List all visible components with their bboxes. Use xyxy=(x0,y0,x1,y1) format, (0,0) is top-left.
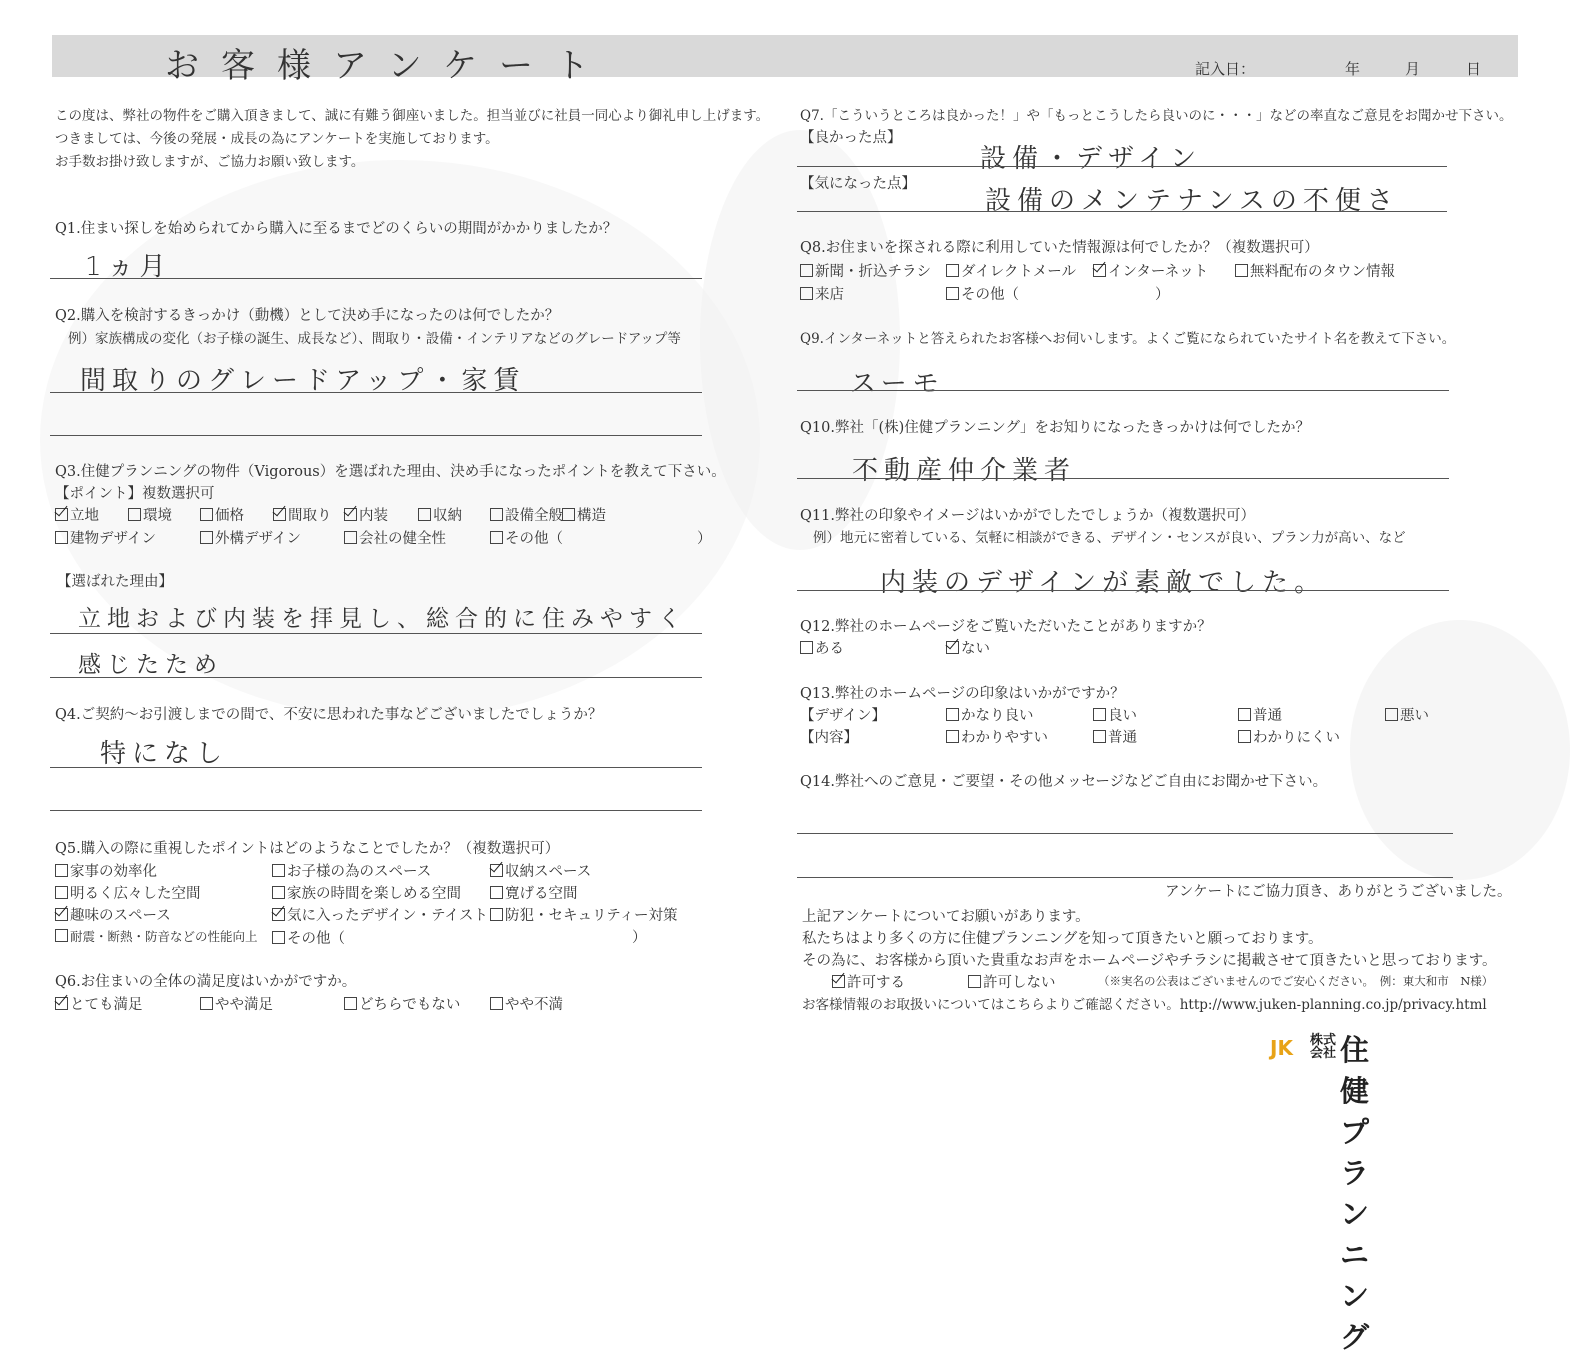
q4-line-2 xyxy=(50,810,702,811)
checkbox-icon[interactable] xyxy=(490,997,503,1010)
checkbox-icon[interactable] xyxy=(55,908,68,921)
checkbox-icon[interactable] xyxy=(55,531,68,544)
q13-design-option[interactable] xyxy=(1385,704,1429,725)
q4-text: Q4.ご契約～お引渡しまでの間で、不安に思われた事などございましたでしょうか？ xyxy=(55,707,603,723)
q9-line xyxy=(797,390,1449,391)
checkbox-icon[interactable] xyxy=(490,864,503,877)
q12-option-label: ある xyxy=(815,641,844,657)
checkbox-icon[interactable] xyxy=(200,997,213,1010)
checkbox-icon[interactable] xyxy=(344,531,357,544)
page-title: お客様アンケート xyxy=(165,46,611,86)
checkbox-icon[interactable] xyxy=(490,531,503,544)
q12-option-label: ない xyxy=(961,641,990,657)
q14-line-1 xyxy=(797,833,1453,834)
q9-answer: スーモ xyxy=(850,369,945,399)
q3-line-2 xyxy=(50,677,702,678)
q3-option[interactable] xyxy=(490,527,563,548)
checkbox-icon[interactable] xyxy=(272,886,285,899)
jk-logo-icon: JK xyxy=(1270,1036,1293,1060)
q13-design-option-label: 良い xyxy=(1108,708,1137,724)
q7-concern-label: 【気になった点】 xyxy=(800,176,916,192)
q8-option[interactable] xyxy=(800,283,844,304)
q6-text: Q6.お住まいの全体の満足度はいかがですか。 xyxy=(55,974,357,990)
q5-option-label: 明るく広々した空間 xyxy=(70,886,201,902)
q5-text: Q5.購入の際に重視したポイントはどのようなことでしたか？（複数選択可） xyxy=(55,841,560,857)
q7-good-line xyxy=(797,166,1447,167)
q3-option[interactable] xyxy=(55,504,99,525)
q8-option[interactable] xyxy=(800,260,931,281)
permit-option-label: 許可する xyxy=(847,975,905,991)
q5-option-label: 収納スペース xyxy=(505,864,592,880)
q13-content-option-label: わかりにくい xyxy=(1253,730,1340,746)
checkbox-icon[interactable] xyxy=(55,508,68,521)
q10-line xyxy=(797,478,1449,479)
q5-option-label: 耐震・断熱・防音などの性能向上 xyxy=(70,929,258,944)
date-year: 年 xyxy=(1345,60,1361,78)
q12-text: Q12.弊社のホームページをご覧いただいたことがありますか？ xyxy=(800,619,1212,635)
q1-line xyxy=(50,278,702,279)
checkbox-icon[interactable] xyxy=(273,508,286,521)
checkbox-icon[interactable] xyxy=(800,264,813,277)
checkbox-icon[interactable] xyxy=(946,730,959,743)
q5-option[interactable] xyxy=(55,927,258,945)
checkbox-icon[interactable] xyxy=(1238,708,1251,721)
request-line-1: 上記アンケートについてお願いがあります。 xyxy=(802,909,1090,925)
q10-text: Q10.弊社「(株)住健プランニング」をお知りになったきっかけは何でしたか？ xyxy=(800,420,1310,436)
request-line-3: その為に、お客様から頂いた貴重なお声をホームページやチラシに掲載させて頂きたいと思っております。 xyxy=(802,953,1497,969)
permit-option-label: 許可しない xyxy=(983,975,1056,991)
q5-option-label: 家族の時間を楽しめる空間 xyxy=(287,886,461,902)
checkbox-icon[interactable] xyxy=(55,929,68,942)
checkbox-icon[interactable] xyxy=(272,931,285,944)
q6-option-label: とても満足 xyxy=(70,997,143,1013)
q5-option[interactable] xyxy=(55,860,157,881)
q8-option[interactable] xyxy=(946,283,1019,304)
q8-option-label: その他（ xyxy=(961,287,1019,303)
checkbox-icon[interactable] xyxy=(128,508,141,521)
q5-option[interactable] xyxy=(272,882,461,903)
q5-option[interactable] xyxy=(272,860,431,881)
q3-text: Q3.住健プランニングの物件（Vigorous）を選ばれた理由、決め手になったポイントを教えて下さい。 xyxy=(55,464,726,480)
checkbox-icon[interactable] xyxy=(55,886,68,899)
q12-option[interactable] xyxy=(800,637,844,658)
q3-option-label: 収納 xyxy=(433,508,462,524)
q3-option[interactable] xyxy=(490,504,563,525)
q8-option[interactable] xyxy=(946,260,1076,281)
q13-text: Q13.弊社のホームページの印象はいかがですか？ xyxy=(800,686,1125,702)
checkbox-icon[interactable] xyxy=(1235,264,1248,277)
intro-line-1: この度は、弊社の物件をご購入頂きまして、誠に有難う御座いました。担当並びに社員一同心より御礼申し上げます。 xyxy=(55,108,770,124)
checkbox-icon[interactable] xyxy=(200,508,213,521)
q8-other-close: ） xyxy=(1155,287,1170,303)
q11-answer: 内装のデザインが素敵でした。 xyxy=(880,568,1327,598)
q5-option[interactable] xyxy=(490,904,678,925)
q2-line-2 xyxy=(50,435,702,436)
checkbox-icon[interactable] xyxy=(55,864,68,877)
q1-answer: 1ヵ月 xyxy=(85,252,172,282)
q13-content-option[interactable] xyxy=(1238,726,1340,747)
q8-option-label: 来店 xyxy=(815,287,844,303)
q6-option[interactable] xyxy=(344,993,460,1014)
q6-option-label: どちらでもない xyxy=(359,997,461,1013)
q7-concern-line xyxy=(797,211,1447,212)
q3-option-label: 立地 xyxy=(70,508,99,524)
q1-text: Q1.住まい探しを始められてから購入に至るまでどのくらいの期間がかかりましたか？ xyxy=(55,221,618,237)
checkbox-icon[interactable] xyxy=(800,287,813,300)
checkbox-icon[interactable] xyxy=(490,908,503,921)
logo-kaisha: 株式会社 xyxy=(1310,1033,1337,1061)
q14-text: Q14.弊社へのご意見・ご要望・その他メッセージなどご自由にお聞かせ下さい。 xyxy=(800,774,1328,790)
intro-line-2: つきましては、今後の発展・成長の為にアンケートを実施しております。 xyxy=(55,131,499,147)
q7-good-answer: 設備・デザイン xyxy=(980,144,1203,174)
q8-option-label: ダイレクトメール xyxy=(961,264,1076,280)
q3-option[interactable] xyxy=(273,504,332,525)
date-label: 記入日： xyxy=(1195,60,1256,78)
checkbox-icon[interactable] xyxy=(418,508,431,521)
q13-content-option[interactable] xyxy=(1093,726,1137,747)
q7-good-label: 【良かった点】 xyxy=(800,130,902,146)
privacy-note: （※実名の公表はございませんのでご安心ください。 例：東大和市 N様） xyxy=(1098,974,1494,988)
q6-option[interactable] xyxy=(490,993,563,1014)
thanks-text: アンケートにご協力頂き、ありがとうございました。 xyxy=(1165,884,1512,900)
checkbox-icon[interactable] xyxy=(1385,708,1398,721)
date-month: 月 xyxy=(1405,60,1421,78)
privacy-line: お客様情報のお取扱いについてはこちらよりご確認ください。http://www.juken-planning.co.jp/privacy.html xyxy=(802,997,1487,1013)
q13-design-option[interactable] xyxy=(1238,704,1282,725)
q3-option-label: 建物デザイン xyxy=(70,531,156,547)
q3-option[interactable] xyxy=(418,504,462,525)
q3-option-label: 間取り xyxy=(288,508,332,524)
checkbox-icon[interactable] xyxy=(946,264,959,277)
q2-text: Q2.購入を検討するきっかけ（動機）として決め手になったのは何でしたか？ xyxy=(55,308,560,324)
q5-option[interactable] xyxy=(272,904,488,925)
q8-option[interactable] xyxy=(1093,260,1208,281)
checkbox-icon[interactable] xyxy=(1093,264,1106,277)
q3-option[interactable] xyxy=(200,527,301,548)
permit-option[interactable] xyxy=(832,971,905,992)
q2-example: 例）家族構成の変化（お子様の誕生、成長など）、間取り・設備・インテリアなどのグレードアップ等 xyxy=(68,331,681,347)
q5-other-close: ） xyxy=(632,930,647,946)
q13-content-option-label: わかりやすい xyxy=(961,730,1048,746)
q3-option[interactable] xyxy=(128,504,172,525)
checkbox-icon[interactable] xyxy=(1093,730,1106,743)
q5-option-label: 家事の効率化 xyxy=(70,864,157,880)
q3-points-label: 【ポイント】複数選択可 xyxy=(55,486,215,502)
date-day: 日 xyxy=(1466,60,1482,78)
q13-content-label: 【内容】 xyxy=(800,730,858,746)
checkbox-icon[interactable] xyxy=(344,508,357,521)
q5-option-label: 気に入ったデザイン・テイスト xyxy=(287,908,488,924)
q5-option[interactable] xyxy=(272,927,345,948)
q6-option[interactable] xyxy=(55,993,143,1014)
intro-line-3: お手数お掛け致しますが、ご協力お願い致します。 xyxy=(55,154,365,170)
q8-option[interactable] xyxy=(1235,260,1395,281)
watermark-right xyxy=(1350,620,1570,880)
checkbox-icon[interactable] xyxy=(55,997,68,1010)
q4-answer: 特になし xyxy=(100,739,229,769)
checkbox-icon[interactable] xyxy=(1093,708,1106,721)
checkbox-icon[interactable] xyxy=(272,864,285,877)
q3-option-label: その他（ xyxy=(505,531,563,547)
q3-option-label: 構造 xyxy=(577,508,606,524)
request-line-2: 私たちはより多くの方に住健プランニングを知って頂きたいと願っております。 xyxy=(802,931,1323,947)
q5-option-label: お子様の為のスペース xyxy=(287,864,432,880)
checkbox-icon[interactable] xyxy=(200,531,213,544)
checkbox-icon[interactable] xyxy=(272,908,285,921)
checkbox-icon[interactable] xyxy=(1238,730,1251,743)
q13-design-option-label: 普通 xyxy=(1253,708,1282,724)
q3-option[interactable] xyxy=(200,504,244,525)
checkbox-icon[interactable] xyxy=(946,708,959,721)
q5-option-label: 寛げる空間 xyxy=(505,886,578,902)
q9-text: Q9.インターネットと答えられたお客様へお伺いします。よくご覧になられていたサイト名を教えて下さい。 xyxy=(800,331,1456,347)
q3-option-label: 環境 xyxy=(143,508,172,524)
q14-line-2 xyxy=(797,877,1453,878)
checkbox-icon[interactable] xyxy=(946,287,959,300)
q13-content-option-label: 普通 xyxy=(1108,730,1137,746)
q3-reason-label: 【選ばれた理由】 xyxy=(57,574,173,590)
q13-design-option-label: 悪い xyxy=(1400,708,1429,724)
checkbox-icon[interactable] xyxy=(832,975,845,988)
q2-answer: 間取りのグレードアップ・家賃 xyxy=(80,366,526,396)
q8-option-label: 無料配布のタウン情報 xyxy=(1250,264,1395,280)
permit-option[interactable] xyxy=(968,971,1056,992)
checkbox-icon[interactable] xyxy=(968,975,981,988)
q5-option[interactable] xyxy=(55,882,201,903)
q3-line-1 xyxy=(50,633,702,634)
checkbox-icon[interactable] xyxy=(490,508,503,521)
q5-option[interactable] xyxy=(490,860,591,881)
logo-name: 住健プランニング xyxy=(1340,1033,1369,1354)
q5-option-label: 防犯・セキュリティー対策 xyxy=(505,908,678,924)
q7-text: Q7.「こういうところは良かった！」や「もっとこうしたら良いのに・・・」などの率直なご意見をお聞かせ下さい。 xyxy=(800,108,1513,124)
q7-concern-answer: 設備のメンテナンスの不便さ xyxy=(985,186,1399,216)
q10-answer: 不動産仲介業者 xyxy=(852,456,1077,486)
q3-reason-line-2: 感じたため xyxy=(78,652,223,678)
q13-content-option[interactable] xyxy=(946,726,1048,747)
q3-option-label: 外構デザイン xyxy=(215,531,301,547)
checkbox-icon[interactable] xyxy=(344,997,357,1010)
q3-option-label: 価格 xyxy=(215,508,244,524)
q6-option[interactable] xyxy=(200,993,273,1014)
q3-option-label: 会社の健全性 xyxy=(359,531,446,547)
checkbox-icon[interactable] xyxy=(490,886,503,899)
checkbox-icon[interactable] xyxy=(562,508,575,521)
watermark-left xyxy=(40,160,760,720)
q5-option-label: その他（ xyxy=(287,931,345,947)
checkbox-icon[interactable] xyxy=(946,641,959,654)
q3-option[interactable] xyxy=(344,504,388,525)
q3-option[interactable] xyxy=(55,527,156,548)
q8-option-label: インターネット xyxy=(1108,264,1209,280)
q8-option-label: 新聞・折込チラシ xyxy=(815,264,931,280)
checkbox-icon[interactable] xyxy=(800,641,813,654)
q6-option-label: やや満足 xyxy=(215,997,273,1013)
q4-line-1 xyxy=(50,767,702,768)
q5-option-label: 趣味のスペース xyxy=(70,908,171,924)
q13-design-option[interactable] xyxy=(946,704,1034,725)
q3-other-close: ） xyxy=(697,531,712,547)
q3-option[interactable] xyxy=(562,504,606,525)
q8-text: Q8.お住まいを探される際に利用していた情報源は何でしたか？（複数選択可） xyxy=(800,240,1319,256)
q11-text: Q11.弊社の印象やイメージはいかがでしたでしょうか（複数選択可） xyxy=(800,508,1256,524)
q3-option-label: 設備全般 xyxy=(505,508,563,524)
q3-reason-line-1: 立地および内装を拝見し、総合的に住みやすく xyxy=(78,606,687,632)
q3-option-label: 内装 xyxy=(359,508,388,524)
q3-option[interactable] xyxy=(344,527,446,548)
q11-line xyxy=(797,590,1449,591)
q13-design-option-label: かなり良い xyxy=(961,708,1034,724)
q6-option-label: やや不満 xyxy=(505,997,563,1013)
q5-option[interactable] xyxy=(55,904,171,925)
q11-example: 例）地元に密着している、気軽に相談ができる、デザイン・センスが良い、プラン力が高い、など xyxy=(813,530,1406,546)
q2-line-1 xyxy=(50,392,702,393)
q12-option[interactable] xyxy=(946,637,990,658)
q13-design-option[interactable] xyxy=(1093,704,1137,725)
q5-option[interactable] xyxy=(490,882,578,903)
q13-design-label: 【デザイン】 xyxy=(800,708,886,724)
